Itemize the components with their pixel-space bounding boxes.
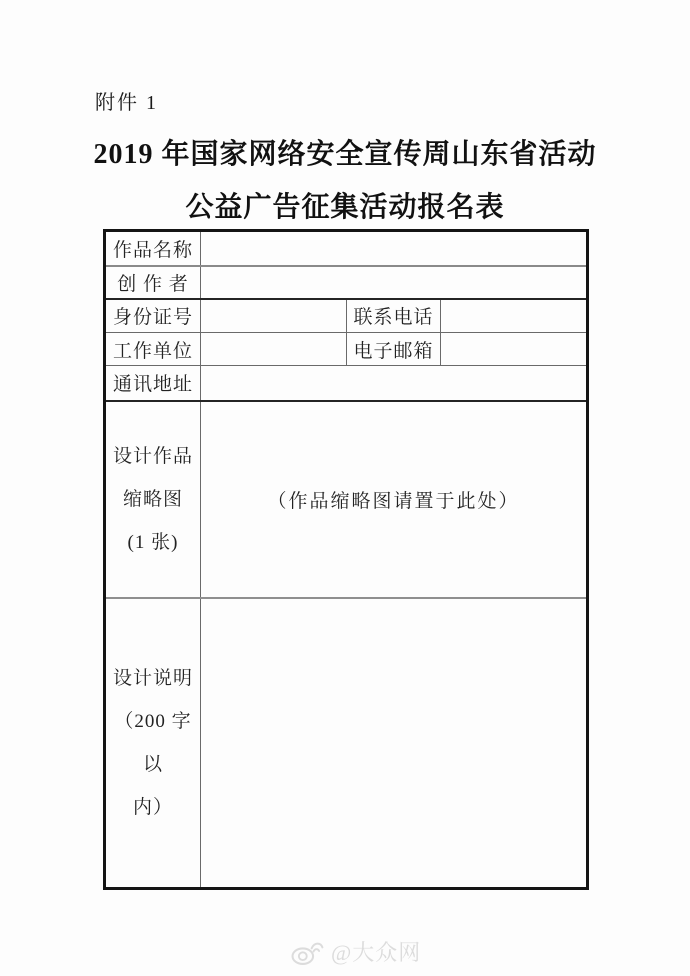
work-unit-label: 工作单位 (105, 333, 201, 366)
thumbnail-placeholder-field: （作品缩略图请置于此处） (201, 401, 588, 598)
table-row-address (105, 366, 588, 401)
thumbnail-label (105, 401, 201, 598)
weibo-icon (290, 938, 324, 966)
address-field (201, 366, 588, 401)
description-label-line2: （200 字以 (114, 710, 192, 775)
table-row-work-title (105, 231, 588, 266)
description-label-line1: 设计说明 (112, 667, 193, 689)
attachment-label: 附件 1 (95, 92, 158, 114)
thumbnail-label-line3: (1 张) (127, 531, 179, 553)
document-title (0, 128, 690, 234)
description-label (105, 598, 201, 889)
table-row-description (105, 598, 588, 889)
registration-form-table (103, 229, 589, 890)
address-label: 通讯地址 (105, 366, 201, 401)
work-title-field (201, 231, 588, 266)
phone-field (441, 299, 588, 333)
table-row-creator (105, 266, 588, 299)
work-unit-field (201, 333, 347, 366)
table-row-thumbnail (105, 401, 588, 598)
email-field (441, 333, 588, 366)
email-label: 电子邮箱 (347, 333, 441, 366)
document-title-line2: 公益广告征集活动报名表 (185, 192, 505, 223)
description-field (201, 598, 588, 889)
thumbnail-label-line2: 缩略图 (122, 488, 183, 510)
work-title-label: 作品名称 (105, 231, 201, 266)
phone-label: 联系电话 (347, 299, 441, 333)
watermark (290, 936, 421, 967)
creator-label: 创 作 者 (105, 266, 201, 299)
table-row-id-phone (105, 299, 588, 333)
watermark-text: @大众网 (331, 940, 422, 965)
document-title-line1: 2019 年国家网络安全宣传周山东省活动 (93, 139, 597, 170)
description-label-line3: 内） (132, 796, 173, 818)
thumbnail-label-line1: 设计作品 (112, 445, 193, 467)
id-number-field (201, 299, 347, 333)
id-number-label: 身份证号 (105, 299, 201, 333)
creator-field (201, 266, 588, 299)
table-row-unit-email (105, 333, 588, 366)
